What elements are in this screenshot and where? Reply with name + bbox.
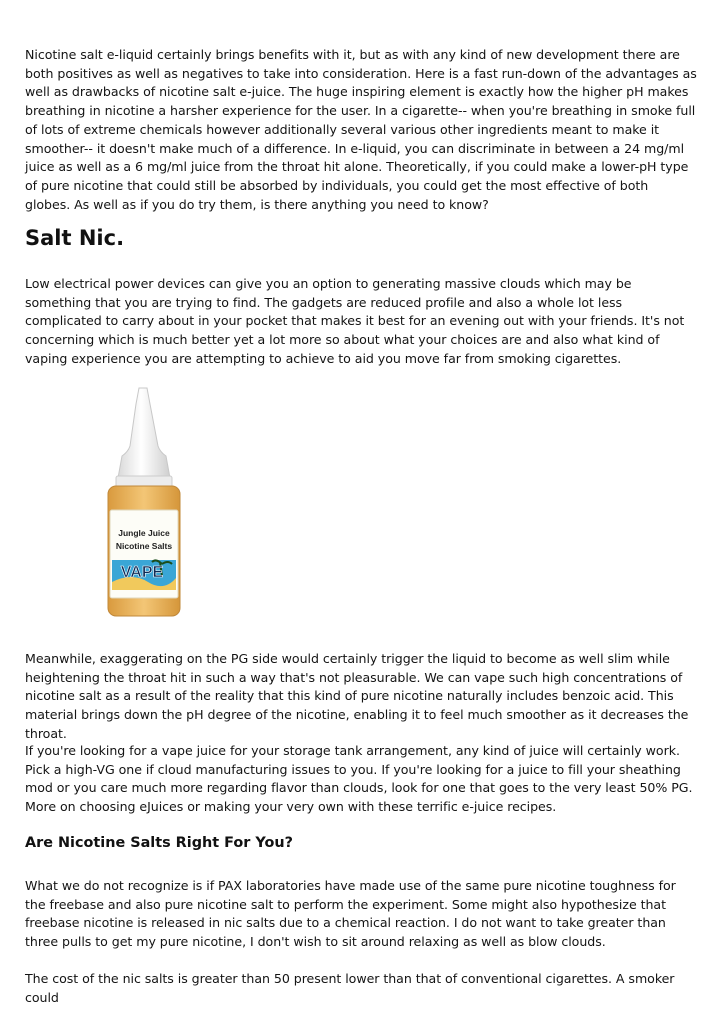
intro-paragraph: Nicotine salt e-liquid certainly brings benefits with it, but as with any kind of new development there are both positives as well as negatives to take into consideration. Here is a fast run-down of the advantages as well as drawbacks of nicotine salt e-juice. The huge inspiring element is exactly how the higher pH makes breathing in nicotine a harsher experience for the user. In a cigarette-- when you're breathing in smoke full of lots of extreme chemicals however additionally several various other ingredients meant to make it smoother-- it doesn't make much of a difference. In e-liquid, you can discriminate in between a 24 mg/ml juice as well as a 6 mg/ml juice from the throat hit alone. Theoretically, if you could make a lower-pH type of pure nicotine that could still be absorbed by individuals, you could get the most effective of both globes. As well as if you do try them, is there anything you need to know? — [25, 47, 697, 212]
section-heading-salt-nic: Salt Nic. — [25, 226, 125, 250]
label-line-1: Jungle Juice — [118, 528, 170, 538]
paragraph-low-power-devices: Low electrical power devices can give you an option to generating massive clouds which may be something that you are trying to find. The gadgets are reduced profile and also a whole lot less complicated to carry about in your pocket that makes it best for an evening out with your friends. It's not concerning which is much better yet a lot more so about what your choices are and also what kind of vaping experience you are attempting to achieve to aid you move far from smoking cigarettes. — [25, 276, 685, 366]
paragraph-pax-laboratories: What we do not recognize is if PAX laboratories have made use of the same pure nicotine toughness for the freebase and also pure nicotine salt to perform the experiment. Some might also hypothesize that freebase nicotine is released in nic salts due to a chemical reaction. I do not want to take greater than three pulls to get my pure nicotine, I don't wish to sit around relaxing as well as blow clouds. — [25, 878, 676, 950]
paragraph-cost: The cost of the nic salts is greater than 50 present lower than that of conventional cigarettes. A smoker could — [25, 971, 675, 1005]
e-liquid-bottle-icon — [102, 386, 188, 626]
product-image — [102, 386, 188, 626]
paragraph-pg-side: Meanwhile, exaggerating on the PG side would certainly trigger the liquid to become as well slim while heightening the throat hit in such a way that's not pleasurable. We can vape such high concentrations of nicotine salt as a result of the reality that this kind of pure nicotine naturally includes benzoic acid. This material brings down the pH degree of the nicotine, enabling it to feel much smoother as it decreases the throat. — [25, 651, 689, 741]
paragraph-vape-juice: If you're looking for a vape juice for your storage tank arrangement, any kind of juice will certainly work. Pick a high-VG one if cloud manufacturing issues to you. If you're looking for a juice to fill your sheathing mod or you care much more regarding flavor than clouds, look for one that goes to the very least 50% PG. More on choosing eJuices or making your very own with these terrific e-juice recipes. — [25, 743, 693, 815]
label-line-2: Nicotine Salts — [115, 541, 173, 551]
brand-logo: VAPE — [120, 564, 164, 581]
section-heading-right-for-you: Are Nicotine Salts Right For You? — [25, 835, 293, 851]
